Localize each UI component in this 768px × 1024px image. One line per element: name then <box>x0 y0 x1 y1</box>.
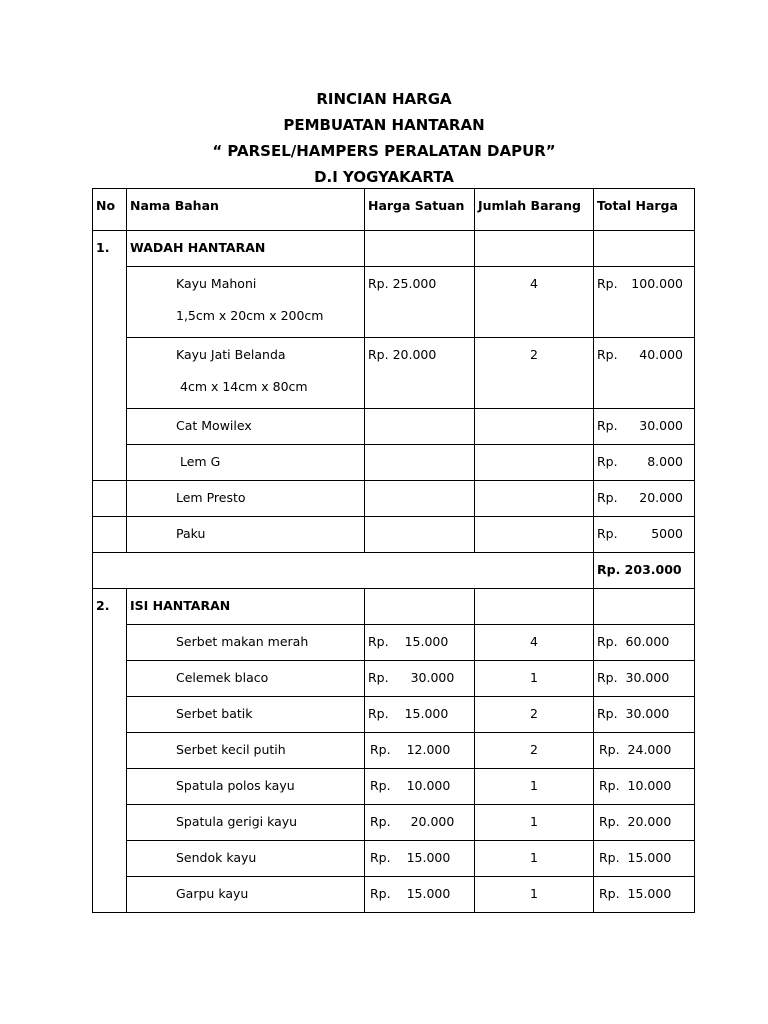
item-total: Rp. 30.000 <box>594 661 695 697</box>
item-total: Rp. 60.000 <box>594 625 695 661</box>
item-name: Sendok kayu <box>176 850 257 865</box>
item-price: 15.000 <box>404 634 449 649</box>
section-number: 2. <box>93 589 127 625</box>
section-title: ISI HANTARAN <box>127 589 365 625</box>
item-price: Rp. 25.000 <box>365 267 475 338</box>
bullet-icon <box>152 886 176 901</box>
total-currency: Rp. <box>597 418 618 433</box>
item-total: 20.000 <box>639 490 683 505</box>
item-price: 15.000 <box>404 706 449 721</box>
total-currency: Rp. <box>597 347 618 362</box>
item-name: Kayu Jati Belanda <box>176 347 286 362</box>
item-qty: 1 <box>475 841 594 877</box>
item-total: Rp. 15.000 <box>594 841 695 877</box>
table-row <box>93 409 695 445</box>
section-row <box>93 231 695 267</box>
item-price: 30.000 <box>410 670 455 685</box>
item-price: 15.000 <box>406 850 451 865</box>
total-currency: Rp. <box>597 276 618 291</box>
item-total: 40.000 <box>639 347 683 362</box>
table-row <box>93 445 695 481</box>
table-header-row <box>93 189 695 231</box>
table-row <box>93 481 695 517</box>
price-table <box>92 188 695 913</box>
item-qty: 1 <box>475 805 594 841</box>
bullet-icon <box>152 850 176 865</box>
item-total: 5000 <box>651 526 683 541</box>
bullet-icon <box>152 670 176 685</box>
item-name: Garpu kayu <box>176 886 249 901</box>
table-row <box>93 769 695 805</box>
item-total: Rp. 20.000 <box>594 805 695 841</box>
item-total: 100.000 <box>631 276 683 291</box>
table-row <box>93 877 695 913</box>
item-dimension: 1,5cm x 20cm x 200cm <box>176 308 324 323</box>
bullet-icon <box>152 634 176 649</box>
bullet-icon <box>152 454 176 469</box>
item-qty: 1 <box>475 877 594 913</box>
table-row <box>93 805 695 841</box>
item-name-cell <box>127 338 365 409</box>
item-qty: 1 <box>475 769 594 805</box>
bullet-icon <box>152 526 176 541</box>
price-currency: Rp. <box>368 670 389 685</box>
item-total: Rp. 10.000 <box>594 769 695 805</box>
bullet-icon <box>152 778 176 793</box>
price-currency: Rp. <box>370 742 391 757</box>
table-row <box>93 733 695 769</box>
doc-location: D.I YOGYAKARTA <box>314 168 454 186</box>
item-total: Rp. 24.000 <box>594 733 695 769</box>
total-currency: Rp. <box>597 490 618 505</box>
item-name: Cat Mowilex <box>176 418 252 433</box>
doc-subtitle: PEMBUATAN HANTARAN <box>283 116 485 134</box>
item-qty: 2 <box>475 733 594 769</box>
doc-subtitle-product: “ PARSEL/HAMPERS PERALATAN DAPUR” <box>212 142 556 160</box>
price-currency: Rp. <box>370 778 391 793</box>
item-qty: 2 <box>475 697 594 733</box>
item-qty: 4 <box>475 267 594 338</box>
item-total: 8.000 <box>647 454 683 469</box>
bullet-icon <box>152 347 176 362</box>
bullet-icon <box>152 276 176 291</box>
section-title: WADAH HANTARAN <box>127 231 365 267</box>
item-price: Rp. 20.000 <box>365 338 475 409</box>
item-name: Paku <box>176 526 206 541</box>
item-name: Spatula polos kayu <box>176 778 295 793</box>
price-currency: Rp. <box>368 634 389 649</box>
price-currency: Rp. <box>370 850 391 865</box>
item-total: Rp. 30.000 <box>594 697 695 733</box>
bullet-icon <box>152 418 176 433</box>
header-jumlah-barang: Jumlah Barang <box>475 189 594 231</box>
total-currency: Rp. <box>597 454 618 469</box>
header-no: No <box>93 189 127 231</box>
total-currency: Rp. <box>597 526 618 541</box>
bullet-icon <box>152 706 176 721</box>
subtotal-value: Rp. 203.000 <box>594 553 695 589</box>
table-row <box>93 517 695 553</box>
doc-title: RINCIAN HARGA <box>316 90 452 108</box>
item-name: Serbet makan merah <box>176 634 309 649</box>
price-currency: Rp. <box>370 886 391 901</box>
item-dimension: 4cm x 14cm x 80cm <box>180 379 308 394</box>
item-name: Serbet kecil putih <box>176 742 286 757</box>
table-row <box>93 267 695 338</box>
bullet-icon <box>152 490 176 505</box>
subtotal-row <box>93 553 695 589</box>
item-total: Rp. 15.000 <box>594 877 695 913</box>
item-name-cell <box>127 267 365 338</box>
bullet-icon <box>152 742 176 757</box>
item-name: Lem Presto <box>176 490 246 505</box>
price-currency: Rp. <box>368 706 389 721</box>
price-currency: Rp. <box>370 814 391 829</box>
item-price: 10.000 <box>406 778 451 793</box>
item-name: Kayu Mahoni <box>176 276 257 291</box>
item-name: Spatula gerigi kayu <box>176 814 298 829</box>
item-name: Celemek blaco <box>176 670 269 685</box>
table-row <box>93 625 695 661</box>
item-price: 20.000 <box>410 814 455 829</box>
section-row <box>93 589 695 625</box>
header-nama-bahan: Nama Bahan <box>127 189 365 231</box>
item-price: 12.000 <box>406 742 451 757</box>
header-harga-satuan: Harga Satuan <box>365 189 475 231</box>
item-name: Serbet batik <box>176 706 253 721</box>
item-price: 15.000 <box>406 886 451 901</box>
header-total-harga: Total Harga <box>594 189 695 231</box>
item-qty: 1 <box>475 661 594 697</box>
item-qty: 2 <box>475 338 594 409</box>
table-row <box>93 661 695 697</box>
table-row <box>93 697 695 733</box>
item-name: Lem G <box>180 454 221 469</box>
item-qty: 4 <box>475 625 594 661</box>
section-number: 1. <box>93 231 127 267</box>
bullet-icon <box>152 814 176 829</box>
table-row <box>93 841 695 877</box>
item-total: 30.000 <box>639 418 683 433</box>
table-row <box>93 338 695 409</box>
